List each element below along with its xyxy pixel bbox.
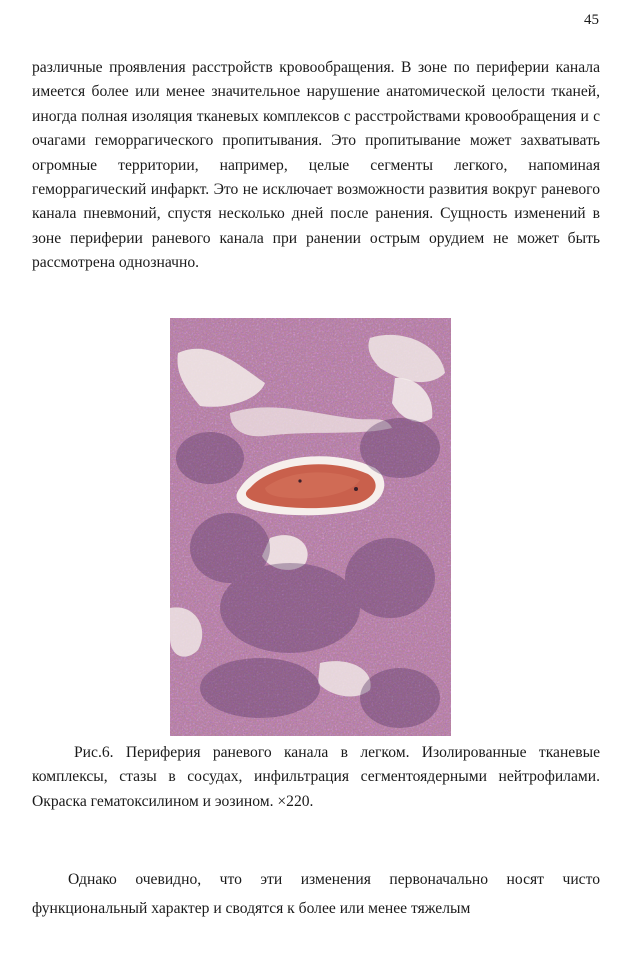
body-paragraph-top: различные проявления расстройств кровообращения. В зоне по периферии канала имеется более или менее значительное нарушение анатомической целости тканей, иногда полная изоляция тканевых комплексов с расстройствами кровообращения и с очагами геморрагического пропитывания. Это пропитывание может захватывать огромные территории, например, целые сегменты легкого, напоминая геморрагический инфаркт. Это не исключает возможности развития вокруг раневого канала пневмоний, спустя несколько дней после ранения. Сущность изменений в зоне периферии раневого канала при ранении острым орудием не может быть рассмотрена однозначно. [32,59,600,272]
micrograph-figure [170,318,451,736]
body-paragraph-bottom: Однако очевидно, что эти изменения первоначально носят чисто функциональный характер и сводятся к более или менее тяжелым [32,871,600,917]
micrograph-image [170,318,451,736]
page-number: 45 [584,12,599,28]
figure-caption: Рис.6. Периферия раневого канала в легком. Изолированные тканевые комплексы, стазы в сосудах, инфильтрация сегментоядерными нейтрофилами. Окраска гематоксилином и эозином. ×220. [32,744,600,810]
